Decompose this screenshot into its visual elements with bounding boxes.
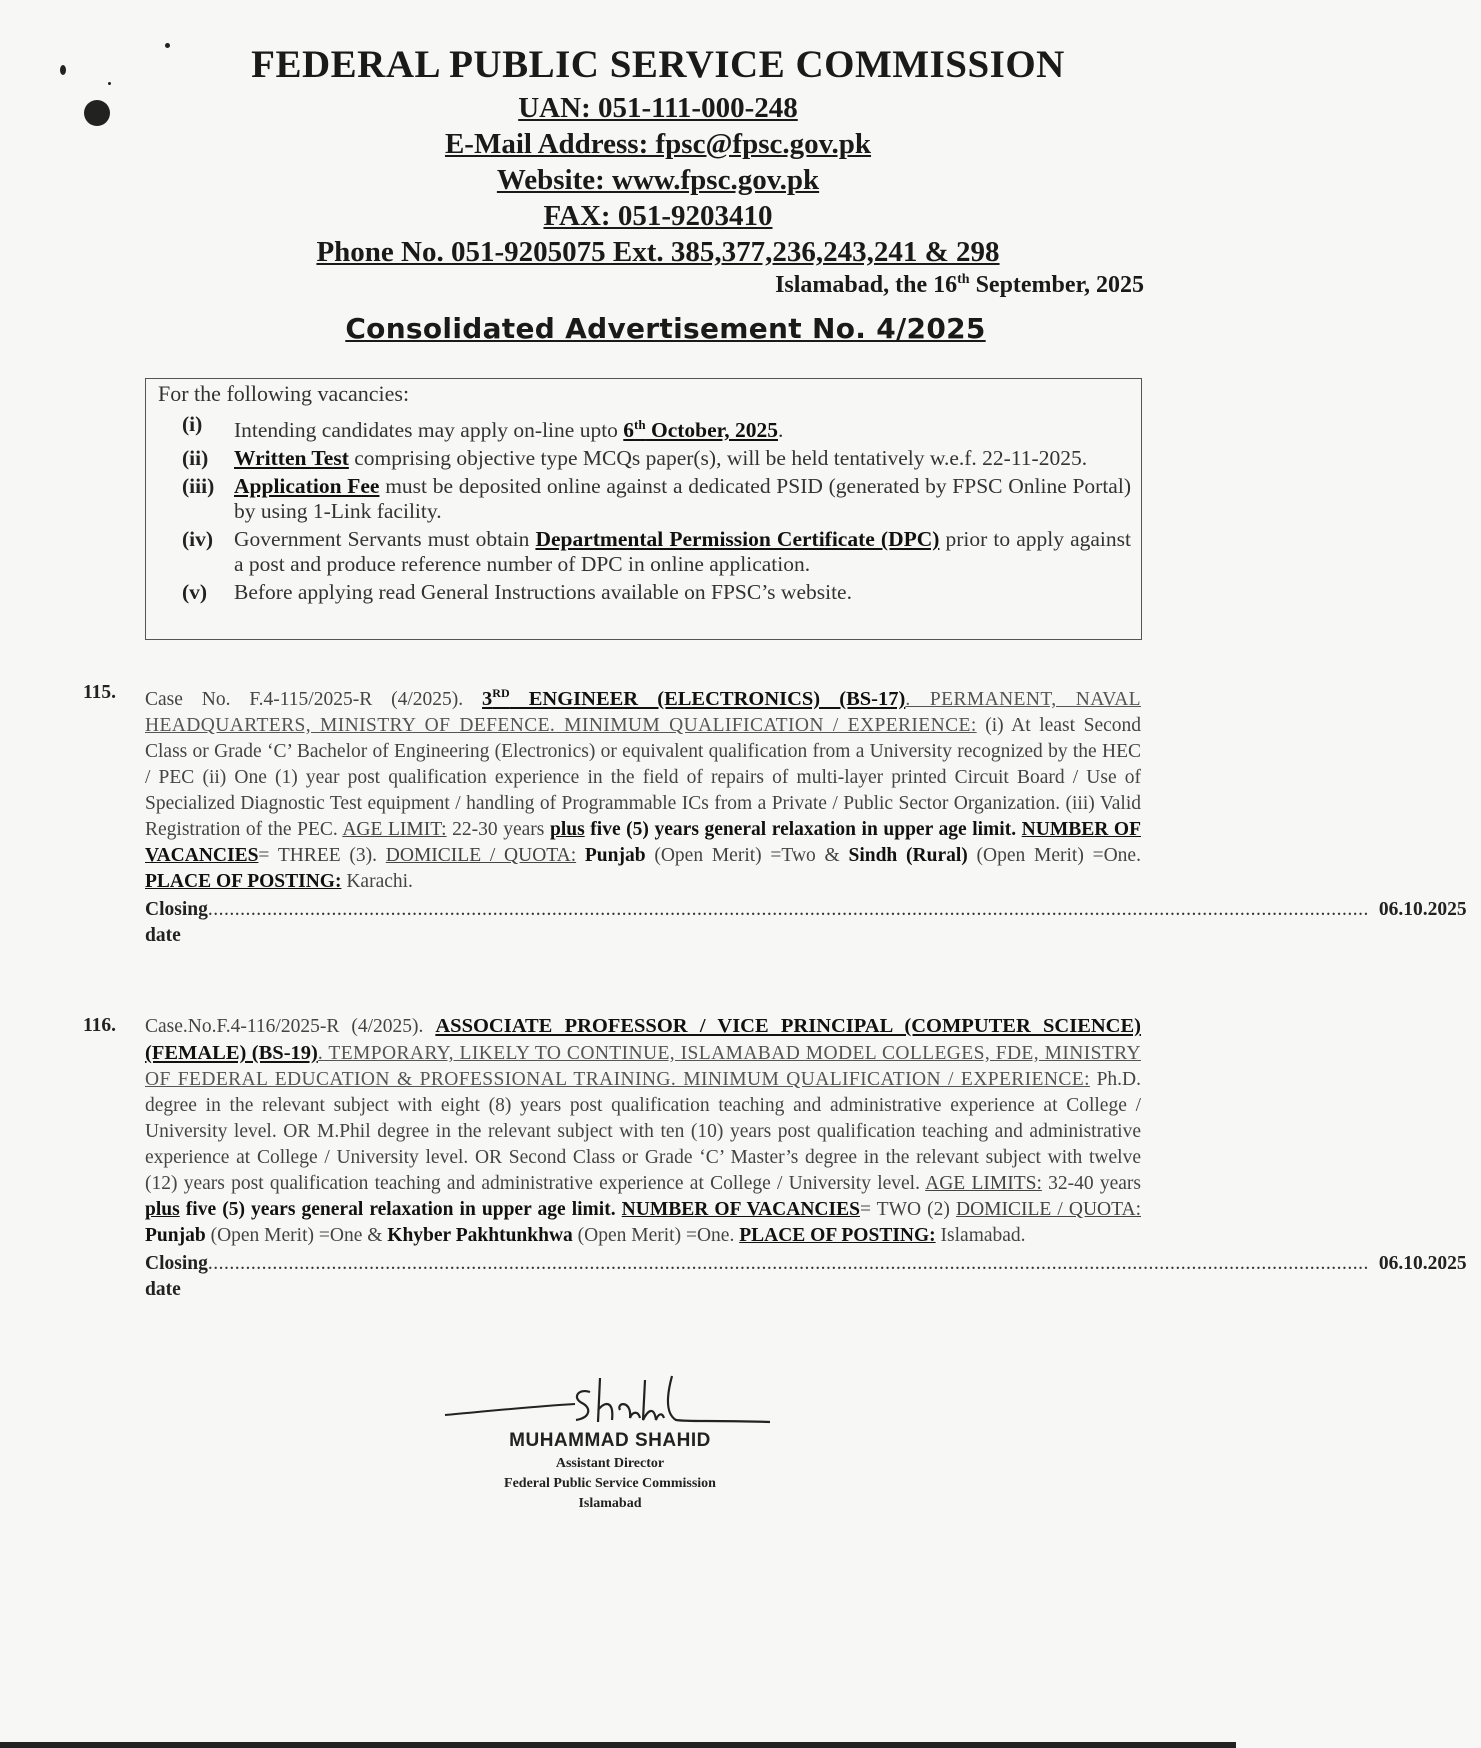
domicile-label: DOMICILE / QUOTA: xyxy=(385,844,577,866)
closing-date: 06.10.2025 xyxy=(1378,1253,1467,1274)
scan-bottom-edge xyxy=(0,1742,1236,1748)
instruction-item: (i) Intending candidates may apply on-line upto 6th October, 2025. xyxy=(182,412,784,443)
post-organization: . TEMPORARY, LIKELY TO CONTINUE, ISLAMABAD MODEL COLLEGES, FDE, MINISTRY OF FEDERAL EDUCATION & PROFESSIONAL TRAINING. MINIMUM QUALIFICATION / EXPERIENCE: xyxy=(145,1043,1141,1090)
case-reference: Case.No.F.4-116/2025-R (4/2025). xyxy=(145,1016,436,1037)
instruction-item: (iii) Application Fee must be deposited online against a dedicated PSID (generated by FPSC Online Portal) by using 1-Link facility. xyxy=(182,474,1131,524)
vacancies-label: NUMBER OF VACANCIES xyxy=(145,818,1142,866)
age-limit-label: AGE LIMIT: xyxy=(342,818,447,840)
case-reference: Case No. F.4-115/2025-R (4/2025). xyxy=(145,688,483,710)
signatory-block xyxy=(420,1428,800,1514)
email-address: E-Mail Address: fpsc@fpsc.gov.pk xyxy=(444,128,872,160)
case-number: 116. xyxy=(83,1015,117,1036)
domicile-label: DOMICILE / QUOTA: xyxy=(955,1199,1141,1220)
qualification-text: Ph.D. degree in the relevant subject with eight (8) years post qualification teaching and administrative experience at College / University level. OR M.Phil degree in the relevant subject with ten (10) years post qualification teaching and administrative experience at College / University level. OR Second Class or Grade ‘C’ Master’s degree in the relevant subject with twelve (12) years post qualification teaching and administrative experience at College / University level. xyxy=(145,1069,1141,1194)
advertisement-title: Consolidated Advertisement No. 4/2025 xyxy=(345,312,986,345)
closing-date-row: Closing date ........................................................................................................................................................................................................................ 06.10.2025 xyxy=(145,897,1141,949)
vacancy-case xyxy=(83,680,1467,949)
closing-date-row: Closing date ........................................................................................................................................................................................................................ 06.10.2025 xyxy=(145,1251,1141,1303)
posting-label: PLACE OF POSTING: xyxy=(739,1225,936,1246)
post-title: ASSOCIATE PROFESSOR / VICE PRINCIPAL (COMPUTER SCIENCE) (FEMALE) (BS-19) xyxy=(145,1015,1141,1064)
age-limit-label: AGE LIMITS: xyxy=(925,1173,1042,1194)
signatory-city: Islamabad xyxy=(578,1496,642,1511)
issue-date: Islamabad, the 16th September, 2025 xyxy=(775,272,1144,298)
organization-name: FEDERAL PUBLIC SERVICE COMMISSION xyxy=(251,43,1065,86)
instructions-intro: For the following vacancies: xyxy=(158,381,410,406)
closing-date: 06.10.2025 xyxy=(1378,898,1467,920)
instructions-box xyxy=(145,378,1142,640)
case-body: Case No. F.4-115/2025-R (4/2025). 3RD ENGINEER (ELECTRONICS) (BS-17). PERMANENT, NAVAL HEADQUARTERS, MINISTRY OF DEFENCE. MINIMUM QUALIFICATION / EXPERIENCE: (i) At least Second Class or Grade ‘C’ Bachelor of Engineering (Electronics) or equivalent qualification from a University recognized by the HEC / PEC (ii) One (1) year post qualification experience in the field of repairs of multi-layer printed Circuit Board / Use of Specialized Diagnostic Test equipment / handling of Programmable ICs from a Private / Public Sector Organization. (iii) Valid Registration of the PEC. AGE LIMIT: 22-30 years plus five (5) years general relaxation in upper age limit. NUMBER OF VACANCIES= THREE (3). DOMICILE / QUOTA: Punjab (Open Merit) =Two & Sindh (Rural) (Open Merit) =One. PLACE OF POSTING: Karachi. xyxy=(145,686,1142,892)
instruction-item: (v) Before applying read General Instructions available on FPSC’s website. xyxy=(182,580,852,605)
post-organization: . PERMANENT, NAVAL HEADQUARTERS, MINISTRY OF DEFENCE. MINIMUM QUALIFICATION / EXPERIENCE: xyxy=(145,688,1141,736)
website-address: Website: www.fpsc.gov.pk xyxy=(496,164,820,196)
uan-number: UAN: 051-111-000-248 xyxy=(518,92,798,124)
instruction-item: (ii) Written Test comprising objective type MCQs paper(s), will be held tentatively w.e.f. 22-11-2025. xyxy=(182,446,1088,471)
post-title: 3RD ENGINEER (ELECTRONICS) (BS-17) xyxy=(482,686,906,710)
case-body: Case.No.F.4-116/2025-R (4/2025). ASSOCIATE PROFESSOR / VICE PRINCIPAL (COMPUTER SCIENCE) (FEMALE) (BS-19). TEMPORARY, LIKELY TO CONTINUE, ISLAMABAD MODEL COLLEGES, FDE, MINISTRY OF FEDERAL EDUCATION & PROFESSIONAL TRAINING. MINIMUM QUALIFICATION / EXPERIENCE: Ph.D. degree in the relevant subject with eight (8) years post qualification teaching and administrative experience at College / University level. OR M.Phil degree in the relevant subject with ten (10) years post qualification teaching and administrative experience at College / University level. OR Second Class or Grade ‘C’ Master’s degree in the relevant subject with twelve (12) years post qualification teaching and administrative experience at College / University level. AGE LIMITS: 32-40 years plus five (5) years general relaxation in upper age limit. NUMBER OF VACANCIES= TWO (2) DOMICILE / QUOTA: Punjab (Open Merit) =One & Khyber Pakhtunkhwa (Open Merit) =One. PLACE OF POSTING: Islamabad. xyxy=(145,1015,1141,1246)
signatory-designation: Assistant Director xyxy=(555,1456,665,1471)
fax-number: FAX: 051-9203410 xyxy=(543,200,773,232)
letterhead xyxy=(0,40,1236,270)
vacancies-label: NUMBER OF VACANCIES xyxy=(621,1199,860,1220)
handwritten-signature xyxy=(440,1370,780,1432)
signatory-organization: Federal Public Service Commission xyxy=(504,1476,716,1491)
qualification-text: (i) At least Second Class or Grade ‘C’ Bachelor of Engineering (Electronics) or equivalent qualification from a University recognized by the HEC / PEC (ii) One (1) year post qualification experience in the field of repairs of multi-layer printed Circuit Board / Use of Specialized Diagnostic Test equipment / handling of Programmable ICs from a Private / Public Sector Organization. (iii) Valid Registration of the PEC. xyxy=(145,714,1142,840)
posting-label: PLACE OF POSTING: xyxy=(145,870,342,892)
instruction-item: (iv) Government Servants must obtain Departmental Permission Certificate (DPC) prior to apply against a post and produce reference number of DPC in online application. xyxy=(182,527,1131,577)
signatory-name: MUHAMMAD SHAHID xyxy=(509,1430,711,1451)
vacancy-case xyxy=(83,1013,1467,1303)
case-number: 115. xyxy=(83,682,117,703)
phone-numbers: Phone No. 051-9205075 Ext. 385,377,236,243,241 & 298 xyxy=(316,236,1000,268)
